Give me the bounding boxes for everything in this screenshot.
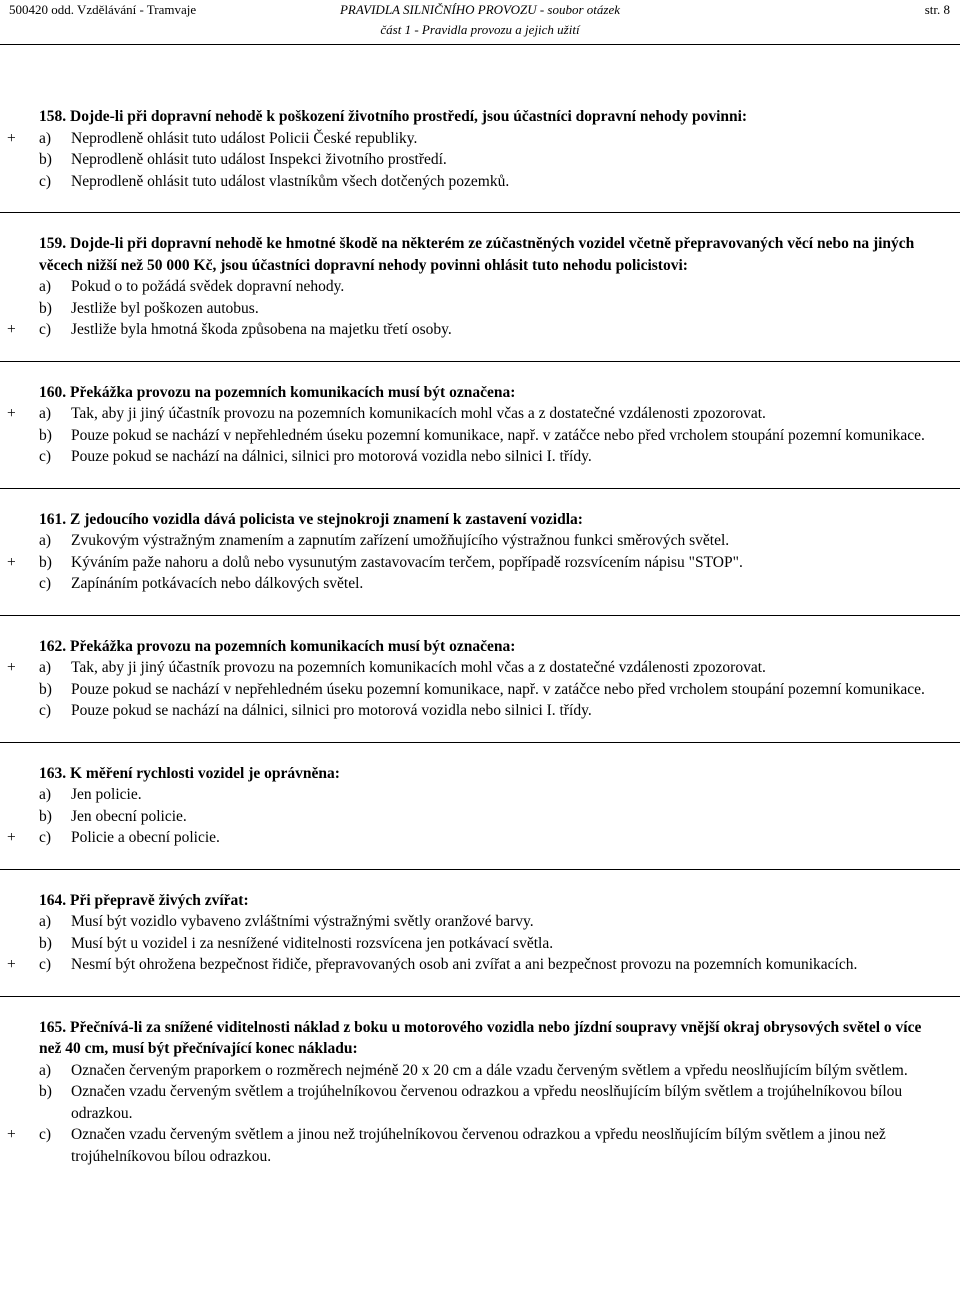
answer-option [0,149,960,171]
answer-letter: b) [39,1083,52,1100]
answer-text: Neprodleně ohlásit tuto událost vlastníkům všech dotčených pozemků. [71,172,510,190]
question-separator [0,869,960,870]
answer-text: Nesmí být ohrožena bezpečnost řidiče, přepravovaných osob ani zvířat a ani bezpečnost provozu na pozemních komunikacích. [71,956,858,973]
answer-option [0,403,960,425]
answer-letter: a) [39,659,52,676]
answer-letter: c) [39,1126,52,1143]
correct-answer-mark: + [7,956,16,973]
answer-option [0,827,960,849]
question-text: 162. Překážka provozu na pozemních komunikacích musí být označena: [39,637,516,655]
header-rule [0,44,960,45]
answer-option [0,298,960,320]
question-separator [0,615,960,616]
answer-letter: c) [39,172,52,190]
answer-letter: b) [39,299,52,317]
answer-text: Pokud o to požádá svědek dopravní nehody. [71,278,345,295]
correct-answer-mark: + [7,553,16,571]
answer-text: Kýváním paže nahoru a dolů nebo vysunutým zastavovacím terčem, popřípadě rozsvícením nápisu "STOP". [71,553,743,571]
answer-text: Tak, aby ji jiný účastník provozu na pozemních komunikacích mohl včas a z dostatečné vzdálenosti zpozorovat. [71,405,766,422]
answer-option [0,911,960,933]
question-block [0,1017,960,1168]
answer-letter: a) [39,405,52,422]
question-text: 159. Dojde-li při dopravní nehodě ke hmotné škodě na některém ze zúčastněných vozidel včetně přepravovaných věcí nebo na jiných věcech nižší než 50 000 Kč, jsou účastníci dopravní nehody povinni ohlásit tuto nehodu policistovi: [39,235,915,274]
answer-text: Pouze pokud se nachází na dálnici, silnici pro motorová vozidla nebo silnici I. třídy. [71,448,592,465]
answer-option [0,425,960,447]
answer-letter: c) [39,702,52,719]
correct-answer-mark: + [7,829,16,846]
question-text: 158. Dojde-li při dopravní nehodě k poškození životního prostředí, jsou účastníci dopravní nehody povinni: [39,108,748,125]
answer-letter: a) [39,786,52,803]
answer-letter: a) [39,913,52,930]
answer-text: Zvukovým výstražným znamením a zapnutím zařízení umožňujícího výstražnou funkci směrových světel. [71,532,730,549]
answer-text: Označen vzadu červeným světlem a trojúhelníkovou červenou odrazkou a vpředu neoslňujícím bílým světlem a trojúhelníkovou bílou odrazkou. [71,1083,903,1122]
answer-option [0,679,960,701]
question-block [0,636,960,722]
answer-option [0,276,960,298]
answer-text: Pouze pokud se nachází na dálnici, silnici pro motorová vozidla nebo silnici I. třídy. [71,702,592,719]
answer-text: Neprodleně ohlásit tuto událost Inspekci životního prostředí. [71,151,447,168]
answer-letter: b) [39,553,52,571]
question-separator [0,361,960,362]
answer-option [0,954,960,976]
answer-text: Zapínáním potkávacích nebo dálkových světel. [71,575,364,592]
question-list [0,106,960,1167]
question-block [0,509,960,595]
answer-option [0,171,960,193]
question-text: 161. Z jedoucího vozidla dává policista ve stejnokroji znamení k zastavení vozidla: [39,510,583,528]
question-text: 160. Překážka provozu na pozemních komunikacích musí být označena: [39,383,516,401]
header-title [0,0,960,40]
question-separator [0,742,960,743]
header-department: 500420 odd. Vzdělávání - Tramvaje [9,2,197,17]
question-block [0,382,960,468]
answer-letter: c) [39,956,52,973]
answer-option [0,128,960,150]
answer-text: Musí být u vozidel i za nesnížené viditelnosti rozsvícena jen potkávací světla. [71,934,554,952]
answer-option [0,933,960,955]
correct-answer-mark: + [7,1126,16,1143]
answer-option [0,1124,960,1167]
answer-letter: b) [39,807,52,825]
answer-text: Pouze pokud se nachází v nepřehledném úseku pozemní komunikace, např. v zatáčce nebo před vrcholem stoupání pozemní komunikace. [71,426,925,444]
answer-letter: c) [39,575,52,592]
correct-answer-mark: + [7,659,16,676]
answer-text: Musí být vozidlo vybaveno zvláštními výstražnými světly oranžové barvy. [71,913,534,930]
answer-text: Pouze pokud se nachází v nepřehledném úseku pozemní komunikace, např. v zatáčce nebo před vrcholem stoupání pozemní komunikace. [71,680,925,698]
answer-option [0,657,960,679]
answer-option [0,784,960,806]
answer-letter: a) [39,532,52,549]
question-block [0,890,960,976]
correct-answer-mark: + [7,129,16,147]
correct-answer-mark: + [7,405,16,422]
correct-answer-mark: + [7,321,16,338]
answer-text: Jestliže byla hmotná škoda způsobena na majetku třetí osoby. [71,321,452,338]
answer-letter: b) [39,680,52,698]
answer-option [0,700,960,722]
answer-text: Neprodleně ohlásit tuto událost Policii České republiky. [71,129,418,147]
answer-letter: c) [39,829,52,846]
answer-letter: b) [39,426,52,444]
answer-option [0,552,960,574]
answer-letter: b) [39,934,52,952]
answer-option [0,319,960,341]
answer-letter: a) [39,278,52,295]
question-block [0,763,960,849]
question-separator [0,996,960,997]
answer-text: Označen červeným praporkem o rozměrech nejméně 20 x 20 cm a dále vzadu červeným světlem a vpředu neoslňujícím bílým světlem. [71,1061,908,1079]
answer-option [0,1081,960,1124]
question-text: 165. Přečnívá-li za snížené viditelnosti náklad z boku u motorového vozidla nebo jízdní soupravy vnější okraj obrysových světel o více než 40 cm, musí být přečnívající konec nákladu: [39,1018,922,1057]
question-separator [0,488,960,489]
page-header [0,0,960,44]
answer-text: Tak, aby ji jiný účastník provozu na pozemních komunikacích mohl včas a z dostatečné vzdálenosti zpozorovat. [71,659,766,676]
answer-option [0,530,960,552]
question-text: 164. Při přepravě živých zvířat: [39,891,249,909]
question-block [0,233,960,341]
answer-option [0,573,960,595]
question-separator [0,212,960,213]
header-title-line1: PRAVIDLA SILNIČNÍHO PROVOZU - soubor otázek [339,2,620,17]
answer-text: Jen obecní policie. [71,807,187,825]
answer-option [0,1060,960,1082]
answer-text: Jestliže byl poškozen autobus. [71,299,259,317]
answer-option [0,446,960,468]
answer-letter: c) [39,448,52,465]
answer-text: Jen policie. [71,786,142,803]
header-page-number: str. 8 [924,2,950,17]
answer-text: Policie a obecní policie. [71,829,220,846]
question-block [0,106,960,192]
header-title-line2: část 1 - Pravidla provozu a jejich užití [380,22,580,37]
answer-letter: b) [39,151,52,168]
answer-letter: a) [39,1061,52,1079]
answer-text: Označen vzadu červeným světlem a jinou než trojúhelníkovou červenou odrazkou a vpředu neoslňujícím bílým světlem a jinou než trojúhelníkovou bílou odrazkou. [71,1126,886,1165]
answer-option [0,806,960,828]
answer-letter: a) [39,129,52,147]
answer-letter: c) [39,321,52,338]
question-text: 163. K měření rychlosti vozidel je oprávněna: [39,764,340,782]
